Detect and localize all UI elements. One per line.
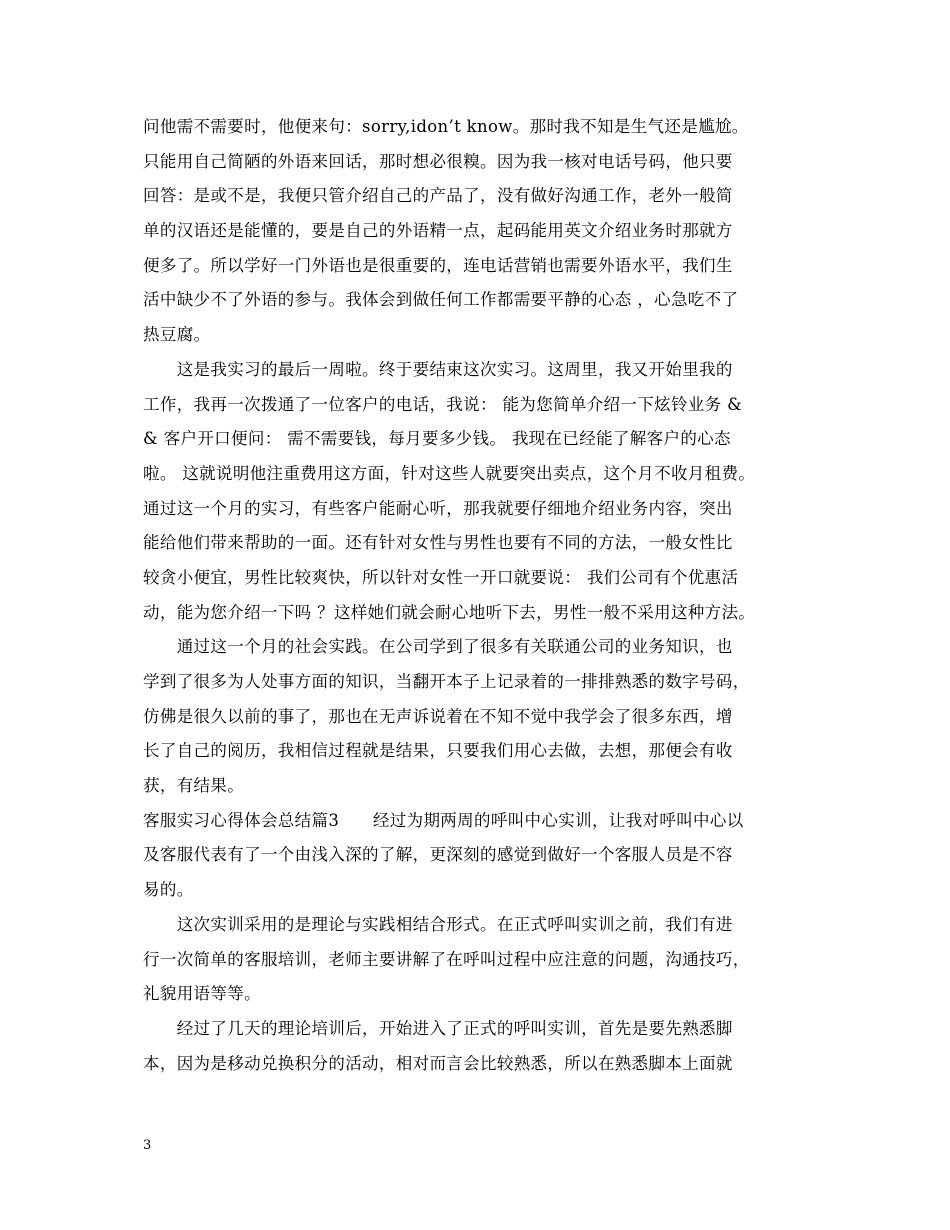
text-line: 单的汉语还是能懂的，要是自己的外语精一点，起码能用英文介绍业务时那就方: [143, 221, 733, 241]
text-line: 易的。: [143, 880, 194, 900]
text-line: 行一次简单的客服培训，老师主要讲解了在呼叫过程中应注意的问题，沟通技巧，: [143, 949, 750, 969]
text-line: 长了自己的阅历，我相信过程就是结果，只要我们用心去做，去想，那便会有收: [143, 741, 733, 761]
text-line: 能给他们带来帮助的一面。还有针对女性与男性也要有不同的方法，一般女性比: [143, 533, 733, 553]
text-line: 仿佛是很久以前的事了，那也在无声诉说着在不知不觉中我学会了很多东西，增: [143, 706, 733, 726]
text-line: & 客户开口便问： 需不需要钱，每月要多少钱。 我现在已经能了解客户的心态: [143, 429, 731, 449]
text-line: 动，能为您介绍一下吗 ？这样她们就会耐心地听下去，男性一般不采用这种方法。: [143, 602, 756, 622]
text-line: 只能用自己简陋的外语来回话，那时想必很糗。因为我一核对电话号码，他只要: [143, 151, 733, 171]
body-text: [143, 110, 810, 1081]
text-line: 学到了很多为人处事方面的知识，当翻开本子上记录着的一排排熟悉的数字号码，: [143, 672, 750, 691]
text-line: 热豆腐。: [143, 325, 211, 345]
text-line: 问他需不需要时，他便来句：sorry,idon’t know。那时我不知是生气还是尴尬。: [143, 117, 749, 136]
text-line: 这是我实习的最后一周啦。终于要结束这次实习。这周里，我又开始里我的: [143, 359, 733, 379]
text-line: 本，因为是移动兑换积分的活动，相对而言会比较熟悉，所以在熟悉脚本上面就: [143, 1053, 733, 1073]
text-line: 礼貌用语等等。: [143, 984, 261, 1004]
text-line: 获，有结果。: [143, 776, 245, 796]
text-line: 较贪小便宜，男性比较爽快，所以针对女性一开口就要说： 我们公司有个优惠活: [143, 567, 739, 587]
text-line: 这次实训采用的是理论与实践相结合形式。在正式呼叫实训之前，我们有进: [143, 914, 733, 934]
text-line: 及客服代表有了一个由浅入深的了解，更深刻的感觉到做好一个客服人员是不容: [143, 845, 733, 865]
text-line: 工作，我再一次拨通了一位客户的电话，我说： 能为您简单介绍一下炫铃业务 &: [143, 394, 743, 414]
text-line: 经过了几天的理论培训后，开始进入了正式的呼叫实训，首先是要先熟悉脚: [143, 1018, 733, 1038]
text-line: 活中缺少不了外语的参与。我体会到做任何工作都需要平静的心态 ，心急吃不了: [143, 290, 739, 310]
text-line: 啦。 这就说明他注重费用这方面，针对这些人就要突出卖点，这个月不收月租费。: [143, 463, 756, 483]
section-heading-line: 客服实习心得体会总结篇3 经过为期两周的呼叫中心实训，让我对呼叫中心以: [143, 810, 744, 830]
text-line: 便多了。所以学好一门外语也是很重要的，连电话营销也需要外语水平，我们生: [143, 255, 733, 275]
text-line: 通过这一个月的社会实践。在公司学到了很多有关联通公司的业务知识，也: [143, 637, 733, 657]
text-line: 回答：是或不是，我便只管介绍自己的产品了，没有做好沟通工作，老外一般简: [143, 186, 733, 206]
page-number: 3: [143, 1138, 152, 1153]
text-line: 通过这一个月的实习，有些客户能耐心听，那我就要仔细地介绍业务内容，突出: [143, 498, 733, 518]
